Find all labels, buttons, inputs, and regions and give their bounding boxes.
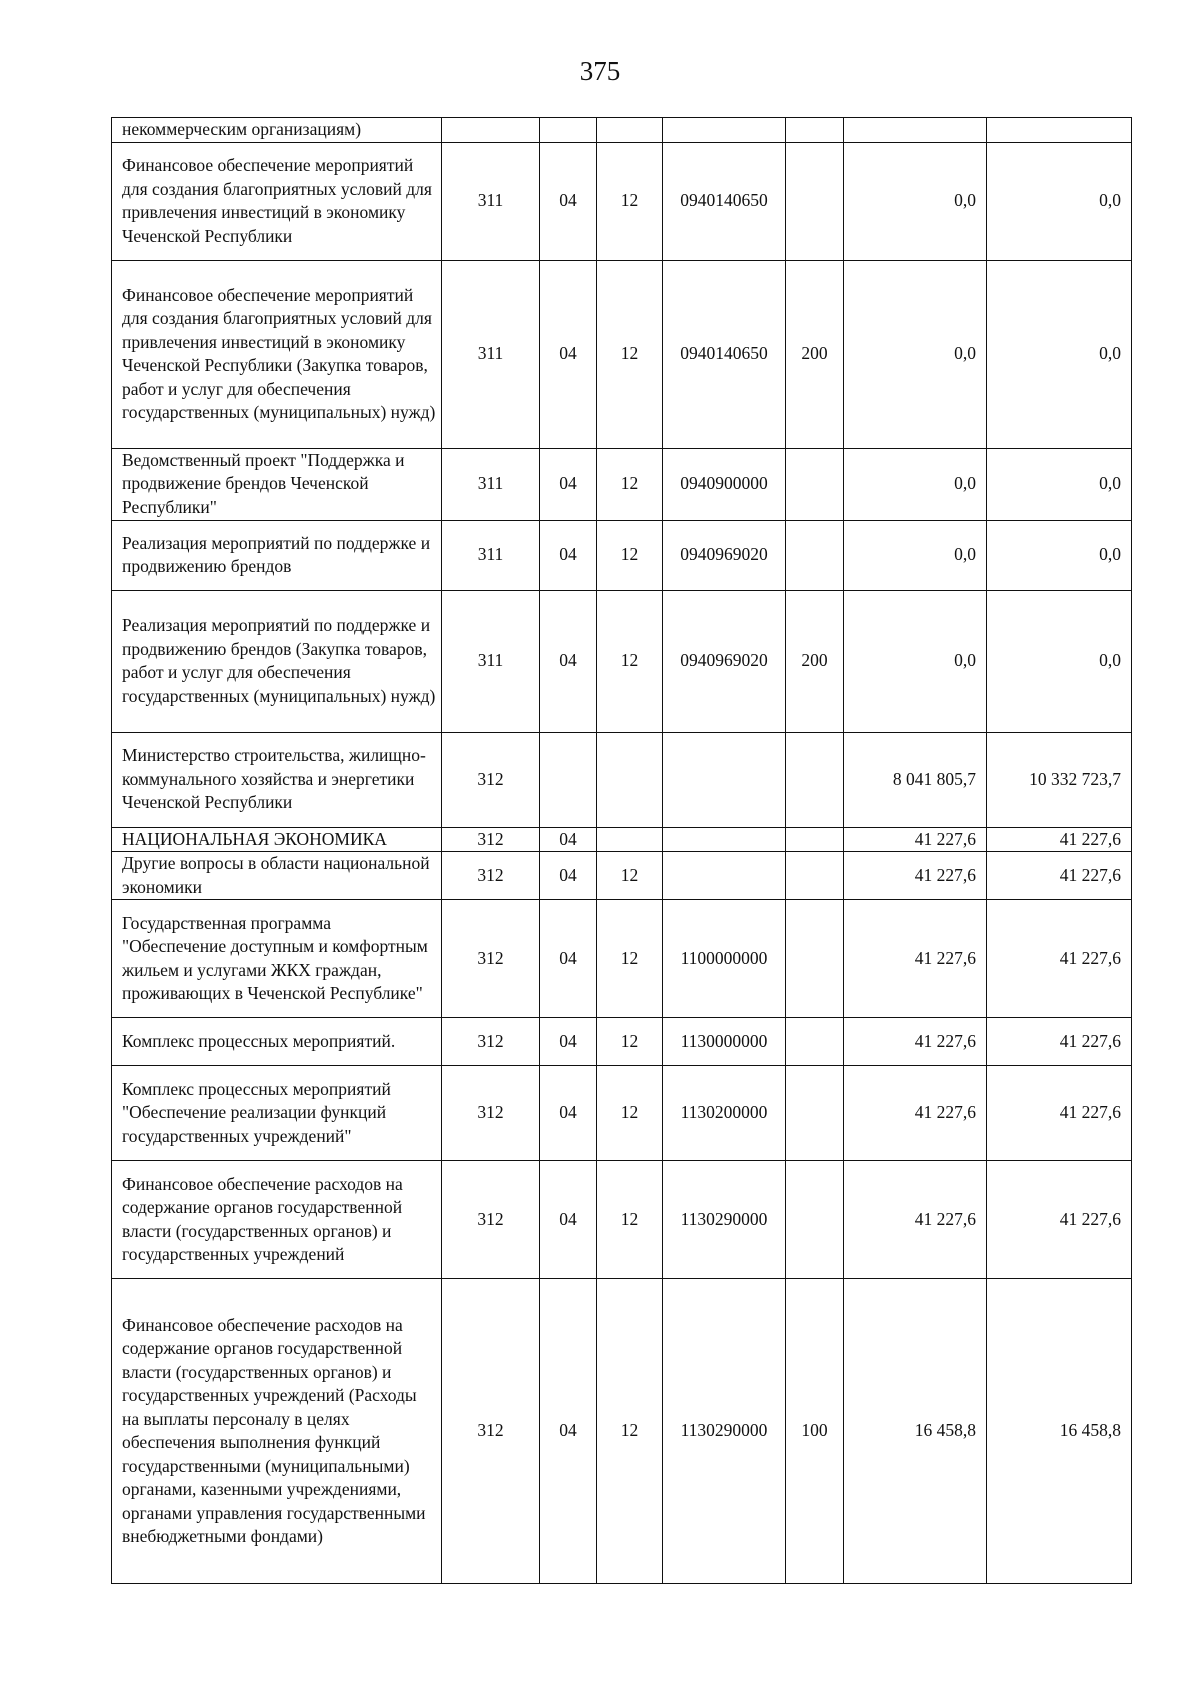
cell-amount-2: 41 227,6 <box>987 1018 1132 1066</box>
cell-amount-2: 10 332 723,7 <box>987 732 1132 827</box>
cell-grbs: 311 <box>442 520 540 590</box>
cell-grbs <box>442 118 540 143</box>
cell-target-article: 0940900000 <box>663 448 786 520</box>
cell-section <box>540 732 597 827</box>
cell-subsection: 12 <box>597 852 663 900</box>
cell-amount-2: 41 227,6 <box>987 900 1132 1018</box>
cell-amount-2: 0,0 <box>987 590 1132 732</box>
cell-section: 04 <box>540 520 597 590</box>
cell-expense-type <box>786 852 844 900</box>
table-row <box>112 732 1132 827</box>
cell-name: Финансовое обеспечение мероприятий для создания благоприятных условий для привлечения инвестиций в экономику Чеченской Республики (Закупка товаров, работ и услуг для обеспечения государственных (муниципальных) нужд) <box>112 260 442 448</box>
cell-subsection: 12 <box>597 520 663 590</box>
cell-section: 04 <box>540 1279 597 1584</box>
cell-grbs: 311 <box>442 590 540 732</box>
cell-expense-type <box>786 520 844 590</box>
cell-amount-1: 16 458,8 <box>844 1279 987 1584</box>
cell-expense-type <box>786 1161 844 1279</box>
cell-subsection: 12 <box>597 142 663 260</box>
cell-section: 04 <box>540 1018 597 1066</box>
cell-amount-2: 41 227,6 <box>987 1161 1132 1279</box>
cell-subsection <box>597 118 663 143</box>
cell-expense-type <box>786 118 844 143</box>
cell-section: 04 <box>540 827 597 852</box>
cell-name: некоммерческим организациям) <box>112 118 442 143</box>
cell-name: Ведомственный проект "Поддержка и продвижение брендов Чеченской Республики" <box>112 448 442 520</box>
cell-section: 04 <box>540 852 597 900</box>
cell-subsection: 12 <box>597 900 663 1018</box>
cell-target-article: 1130290000 <box>663 1161 786 1279</box>
cell-target-article: 0940140650 <box>663 260 786 448</box>
cell-target-article: 1100000000 <box>663 900 786 1018</box>
cell-section: 04 <box>540 1066 597 1161</box>
table-row <box>112 590 1132 732</box>
cell-name: Министерство строительства, жилищно-коммунального хозяйства и энергетики Чеченской Республики <box>112 732 442 827</box>
cell-amount-1: 0,0 <box>844 260 987 448</box>
cell-name: Реализация мероприятий по поддержке и продвижению брендов (Закупка товаров, работ и услуг для обеспечения государственных (муниципальных) нужд) <box>112 590 442 732</box>
cell-section: 04 <box>540 142 597 260</box>
cell-expense-type: 200 <box>786 260 844 448</box>
cell-section: 04 <box>540 590 597 732</box>
cell-subsection <box>597 732 663 827</box>
table-row <box>112 1161 1132 1279</box>
cell-amount-1: 8 041 805,7 <box>844 732 987 827</box>
cell-subsection: 12 <box>597 1066 663 1161</box>
cell-name: Комплекс процессных мероприятий "Обеспечение реализации функций государственных учреждений" <box>112 1066 442 1161</box>
table-row <box>112 520 1132 590</box>
table-row <box>112 448 1132 520</box>
table-row <box>112 1066 1132 1161</box>
cell-amount-1: 41 227,6 <box>844 1066 987 1161</box>
cell-amount-2 <box>987 118 1132 143</box>
cell-section: 04 <box>540 260 597 448</box>
cell-name: Другие вопросы в области национальной экономики <box>112 852 442 900</box>
cell-amount-1: 0,0 <box>844 142 987 260</box>
cell-expense-type <box>786 142 844 260</box>
cell-amount-2: 0,0 <box>987 142 1132 260</box>
cell-amount-1: 41 227,6 <box>844 1018 987 1066</box>
cell-amount-2: 41 227,6 <box>987 852 1132 900</box>
cell-grbs: 312 <box>442 1279 540 1584</box>
cell-target-article: 0940969020 <box>663 520 786 590</box>
cell-expense-type <box>786 827 844 852</box>
cell-target-article: 1130290000 <box>663 1279 786 1584</box>
cell-subsection: 12 <box>597 448 663 520</box>
cell-target-article <box>663 852 786 900</box>
cell-target-article: 0940140650 <box>663 142 786 260</box>
table-row <box>112 827 1132 852</box>
cell-name: Финансовое обеспечение мероприятий для создания благоприятных условий для привлечения инвестиций в экономику Чеченской Республики <box>112 142 442 260</box>
table-row <box>112 1018 1132 1066</box>
cell-amount-1: 0,0 <box>844 448 987 520</box>
cell-grbs: 312 <box>442 827 540 852</box>
cell-name: Финансовое обеспечение расходов на содержание органов государственной власти (государственных органов) и государственных учреждений (Расходы на выплаты персоналу в целях обеспечения выполнения функций государственными (муниципальными) органами, казенными учреждениями, органами управления государственными внебюджетными фондами) <box>112 1279 442 1584</box>
cell-subsection: 12 <box>597 1279 663 1584</box>
cell-section: 04 <box>540 900 597 1018</box>
budget-table <box>111 117 1132 1584</box>
table-row <box>112 900 1132 1018</box>
cell-grbs: 312 <box>442 732 540 827</box>
cell-name: Реализация мероприятий по поддержке и продвижению брендов <box>112 520 442 590</box>
cell-target-article <box>663 118 786 143</box>
cell-expense-type <box>786 732 844 827</box>
cell-name: Комплекс процессных мероприятий. <box>112 1018 442 1066</box>
cell-section: 04 <box>540 1161 597 1279</box>
cell-expense-type <box>786 448 844 520</box>
cell-grbs: 311 <box>442 142 540 260</box>
cell-section: 04 <box>540 448 597 520</box>
table-row <box>112 142 1132 260</box>
cell-amount-1: 41 227,6 <box>844 1161 987 1279</box>
cell-expense-type: 200 <box>786 590 844 732</box>
cell-amount-1 <box>844 118 987 143</box>
cell-amount-2: 0,0 <box>987 260 1132 448</box>
table-row <box>112 118 1132 143</box>
cell-name: Финансовое обеспечение расходов на содержание органов государственной власти (государственных органов) и государственных учреждений <box>112 1161 442 1279</box>
table-row <box>112 1279 1132 1584</box>
cell-amount-2: 0,0 <box>987 448 1132 520</box>
cell-target-article: 1130000000 <box>663 1018 786 1066</box>
cell-section <box>540 118 597 143</box>
cell-grbs: 312 <box>442 1066 540 1161</box>
cell-amount-1: 41 227,6 <box>844 852 987 900</box>
cell-amount-1: 0,0 <box>844 520 987 590</box>
cell-target-article: 1130200000 <box>663 1066 786 1161</box>
cell-grbs: 311 <box>442 448 540 520</box>
cell-grbs: 312 <box>442 1161 540 1279</box>
cell-amount-1: 41 227,6 <box>844 827 987 852</box>
cell-expense-type <box>786 1018 844 1066</box>
cell-amount-2: 16 458,8 <box>987 1279 1132 1584</box>
cell-expense-type <box>786 900 844 1018</box>
cell-amount-2: 0,0 <box>987 520 1132 590</box>
cell-target-article <box>663 827 786 852</box>
cell-subsection <box>597 827 663 852</box>
table-body <box>112 118 1132 1584</box>
cell-amount-2: 41 227,6 <box>987 827 1132 852</box>
cell-expense-type: 100 <box>786 1279 844 1584</box>
cell-subsection: 12 <box>597 260 663 448</box>
page-number: 375 <box>579 56 621 86</box>
cell-amount-2: 41 227,6 <box>987 1066 1132 1161</box>
cell-grbs: 311 <box>442 260 540 448</box>
cell-amount-1: 0,0 <box>844 590 987 732</box>
cell-target-article <box>663 732 786 827</box>
cell-amount-1: 41 227,6 <box>844 900 987 1018</box>
cell-name: Государственная программа "Обеспечение доступным и комфортным жильем и услугами ЖКХ граждан, проживающих в Чеченской Республике" <box>112 900 442 1018</box>
cell-grbs: 312 <box>442 852 540 900</box>
cell-target-article: 0940969020 <box>663 590 786 732</box>
cell-subsection: 12 <box>597 1018 663 1066</box>
cell-subsection: 12 <box>597 590 663 732</box>
table-row <box>112 852 1132 900</box>
table-row <box>112 260 1132 448</box>
cell-name: НАЦИОНАЛЬНАЯ ЭКОНОМИКА <box>112 827 442 852</box>
cell-expense-type <box>786 1066 844 1161</box>
cell-grbs: 312 <box>442 900 540 1018</box>
cell-grbs: 312 <box>442 1018 540 1066</box>
cell-subsection: 12 <box>597 1161 663 1279</box>
